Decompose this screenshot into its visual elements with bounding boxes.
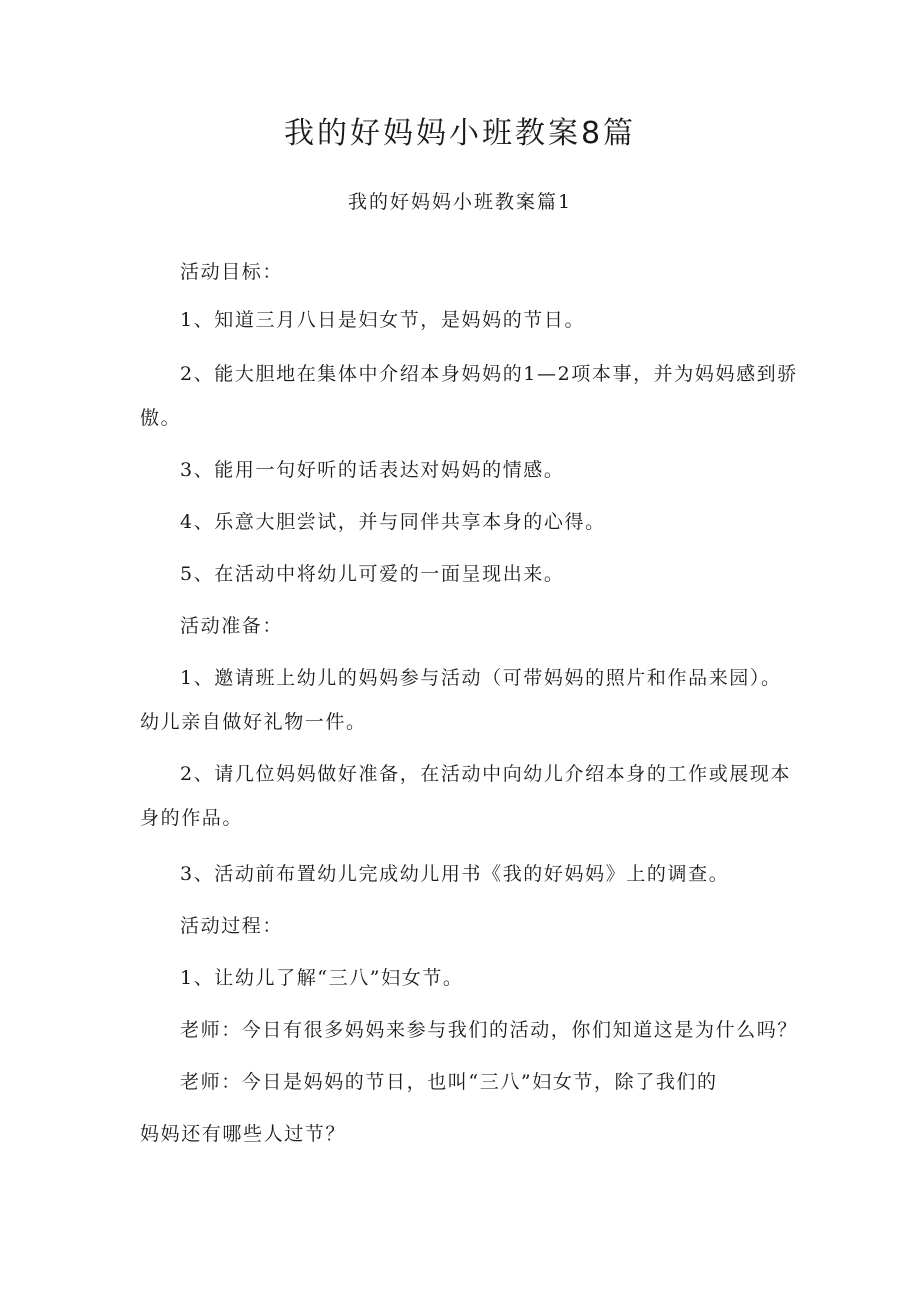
section-subtitle: 我的好妈妈小班教案篇1 xyxy=(347,191,573,213)
heading-activity-process: 活动过程： xyxy=(180,915,284,937)
heading-activity-preparation: 活动准备： xyxy=(180,615,284,637)
preparation-item-2: 2、请几位妈妈做好准备，在活动中向幼儿介绍本身的工作或展现本身的作品。 xyxy=(140,763,792,829)
teacher-line-2-continuation: 妈妈还有哪些人过节？ xyxy=(140,1123,347,1145)
goal-item-2: 2、能大胆地在集体中介绍本身妈妈的1—2项本事，并为妈妈感到骄傲。 xyxy=(140,363,798,429)
goal-item-1: 1、知道三月八日是妇女节，是妈妈的节日。 xyxy=(180,309,586,331)
preparation-item-3: 3、活动前布置幼儿完成幼儿用书《我的好妈妈》上的调查。 xyxy=(180,863,730,885)
preparation-item-1: 1、邀请班上幼儿的妈妈参与活动（可带妈妈的照片和作品来园）。幼儿亲自做好礼物一件。 xyxy=(140,667,782,733)
teacher-line-2: 老师：今日是妈妈的节日，也叫“三八”妇女节，除了我们的 xyxy=(180,1071,718,1093)
document-title: 我的好妈妈小班教案8篇 xyxy=(283,116,637,151)
heading-activity-goals: 活动目标： xyxy=(180,261,284,283)
goal-item-5: 5、在活动中将幼儿可爱的一面呈现出来。 xyxy=(180,563,565,585)
goal-item-3: 3、能用一句好听的话表达对妈妈的情感。 xyxy=(180,459,565,481)
goal-item-4: 4、乐意大胆尝试，并与同伴共享本身的心得。 xyxy=(180,511,606,533)
teacher-line-1: 老师：今日有很多妈妈来参与我们的活动，你们知道这是为什么吗？ xyxy=(180,1019,799,1041)
process-item-1: 1、让幼儿了解“三八”妇女节。 xyxy=(180,967,464,989)
